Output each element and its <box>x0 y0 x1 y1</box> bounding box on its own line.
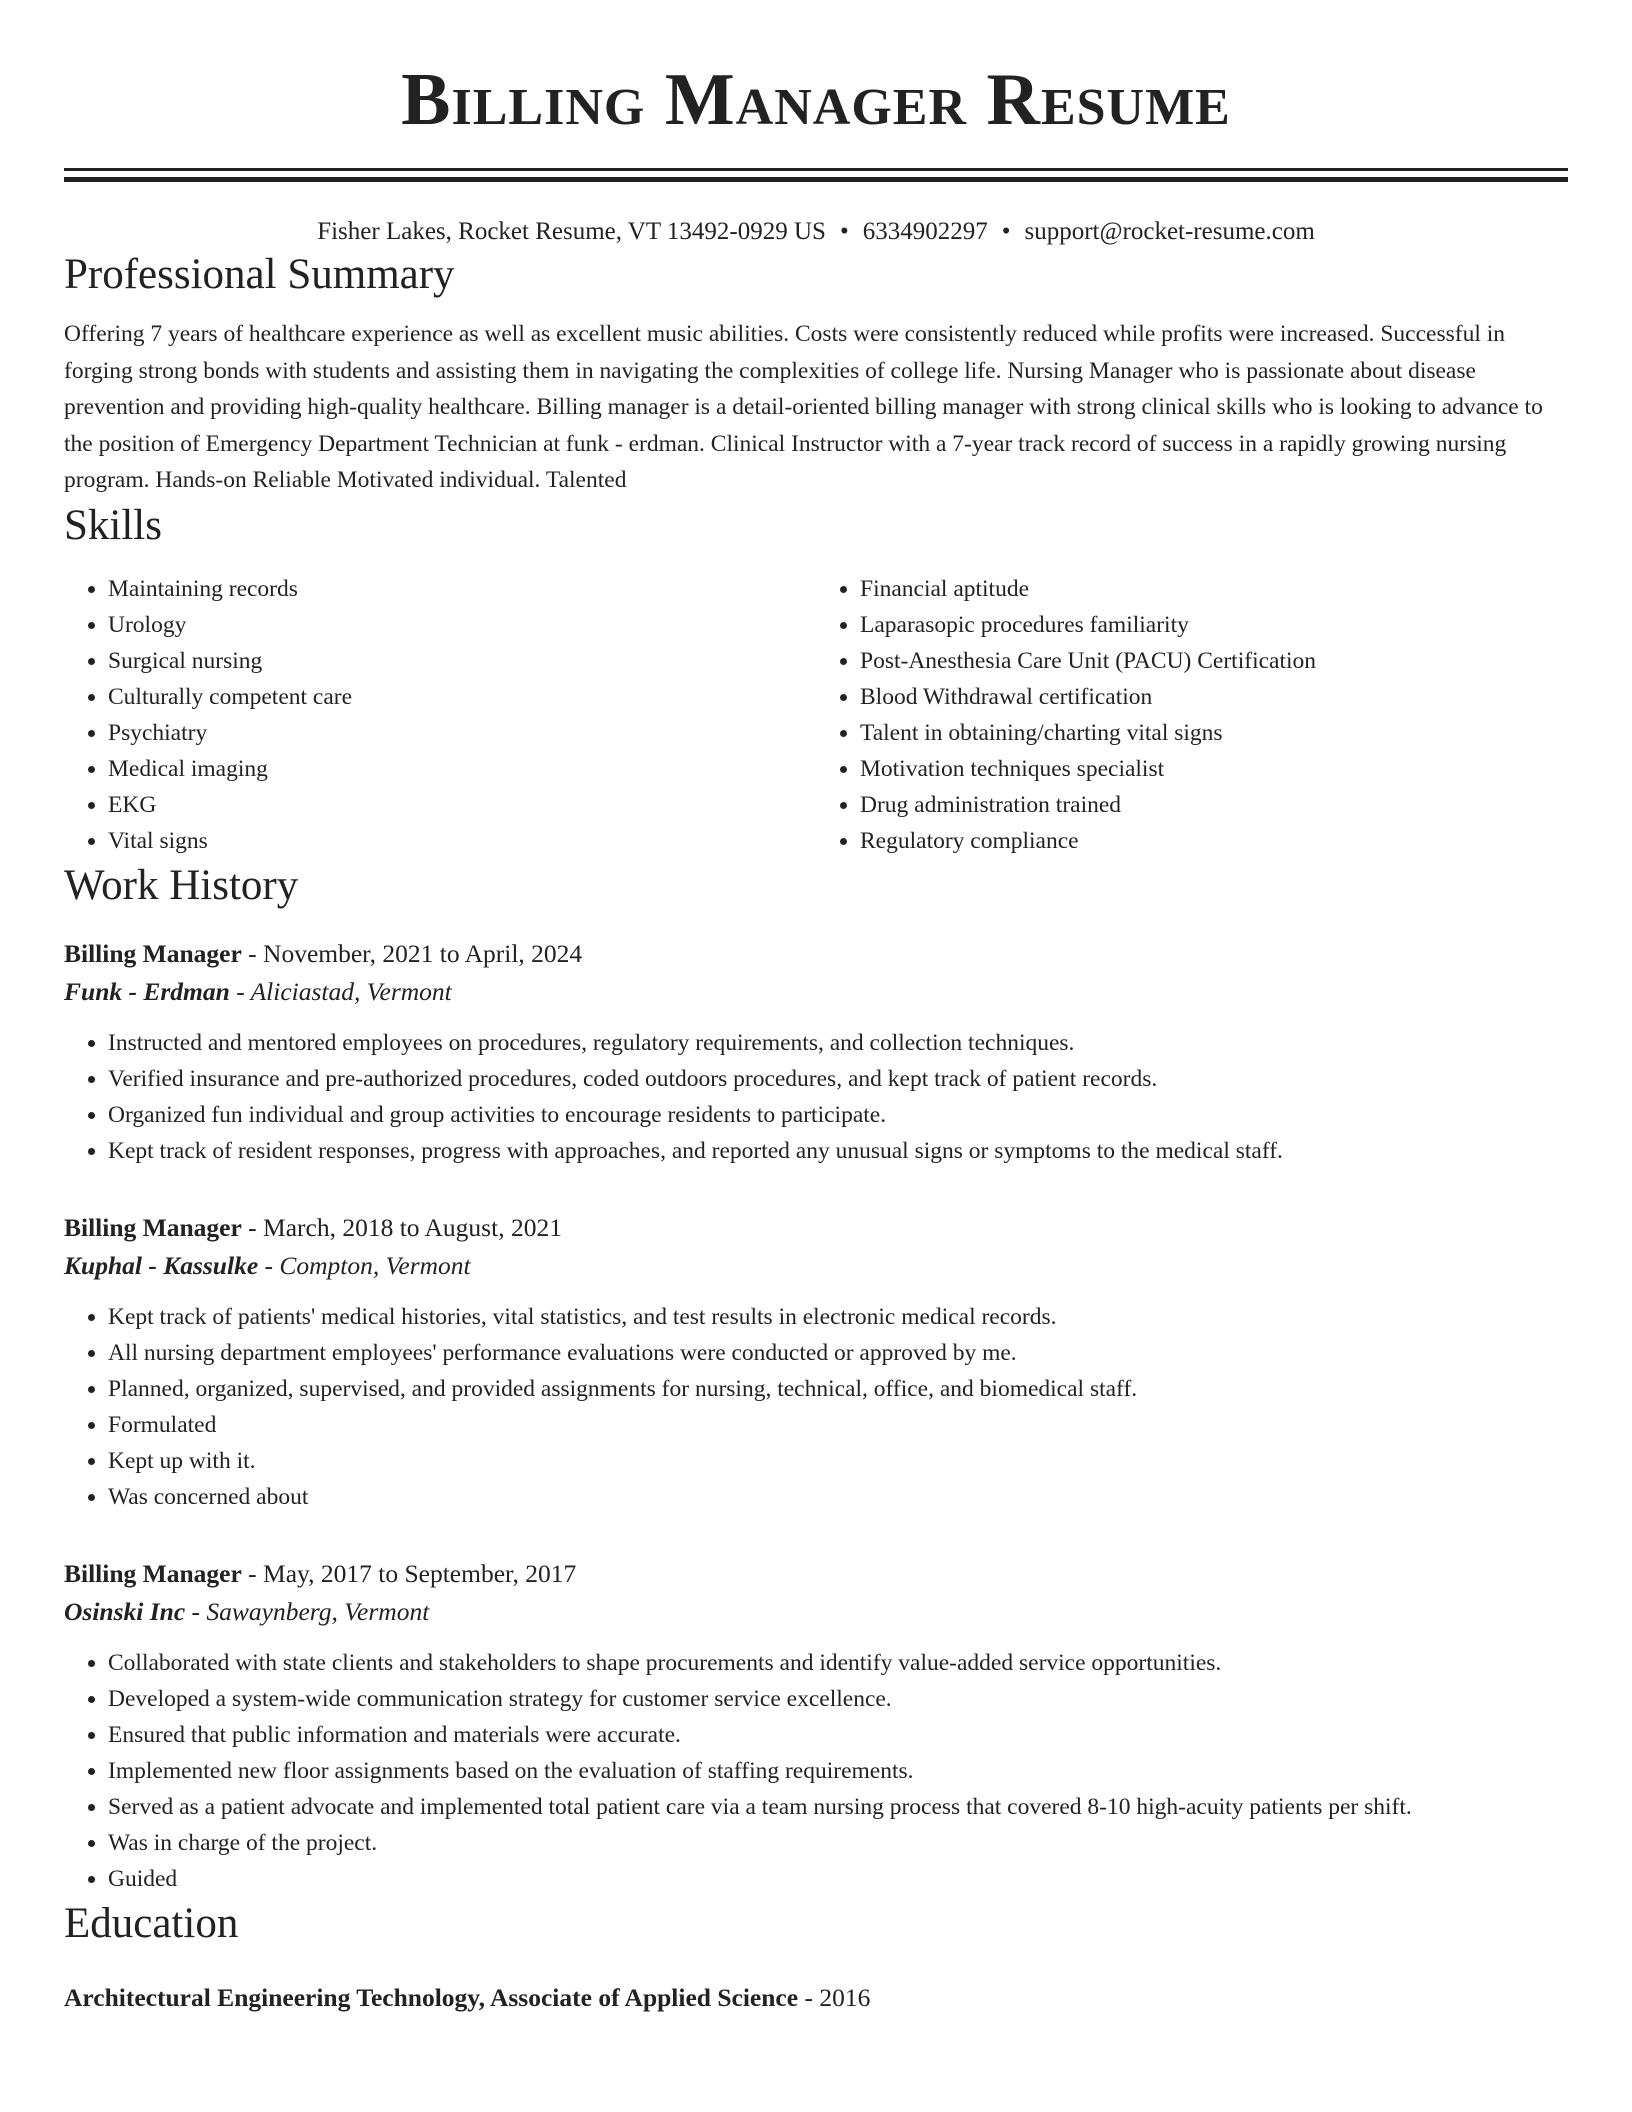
job-entry <box>64 935 1568 1169</box>
job-bullet: • Kept up with it. <box>108 1443 1568 1479</box>
skill-item: • Drug administration trained <box>860 787 1568 823</box>
job-company: Kuphal - Kassulke <box>64 1250 259 1280</box>
job-bullet: • Verified insurance and pre-authorized procedures, coded outdoors procedures, and kept track of patient records. <box>108 1061 1568 1097</box>
skill-item: • Financial aptitude <box>860 571 1568 607</box>
job-company: Funk - Erdman <box>64 976 230 1006</box>
skill-item: • Post-Anesthesia Care Unit (PACU) Certification <box>860 643 1568 679</box>
contact-phone: 6334902297 <box>862 218 988 245</box>
skill-item: • Culturally competent care <box>108 679 816 715</box>
title-divider-bottom <box>64 177 1568 182</box>
job-entry <box>64 1555 1568 1897</box>
job-bullet: • All nursing department employees' performance evaluations were conducted or approved by me. <box>108 1335 1568 1371</box>
skill-item: • Blood Withdrawal certification <box>860 679 1568 715</box>
job-header <box>64 1555 1568 1593</box>
work-history-heading: Work History <box>64 861 299 909</box>
job-bullet: • Ensured that public information and materials were accurate. <box>108 1717 1568 1753</box>
skills-columns <box>64 571 1568 859</box>
education-entry <box>64 1979 1568 2017</box>
contact-line <box>64 216 1568 248</box>
skill-item: • Medical imaging <box>108 751 816 787</box>
skills-heading: Skills <box>64 501 162 549</box>
skill-item: • Surgical nursing <box>108 643 816 679</box>
skill-item: • Urology <box>108 607 816 643</box>
job-bullet: • Collaborated with state clients and stakeholders to shape procurements and identify value-added service opportunities. <box>108 1645 1568 1681</box>
skill-item: • EKG <box>108 787 816 823</box>
education-year: - 2016 <box>798 1982 871 2012</box>
contact-separator: • <box>1001 218 1011 245</box>
job-employer <box>64 973 1568 1011</box>
job-employer <box>64 1593 1568 1631</box>
job-bullet: • Was in charge of the project. <box>108 1825 1568 1861</box>
skills-list-left <box>64 571 816 859</box>
contact-email: support@rocket-resume.com <box>1024 218 1315 245</box>
job-bullet: • Planned, organized, supervised, and provided assignments for nursing, technical, office, and biomedical staff. <box>108 1371 1568 1407</box>
job-bullet: • Developed a system-wide communication strategy for customer service excellence. <box>108 1681 1568 1717</box>
job-location: - Sawaynberg, Vermont <box>185 1596 430 1626</box>
skills-list-right <box>816 571 1568 859</box>
job-dates: - March, 2018 to August, 2021 <box>241 1212 562 1242</box>
title-divider-top <box>64 168 1568 171</box>
job-bullet: • Guided <box>108 1861 1568 1897</box>
contact-address: Fisher Lakes, Rocket Resume, VT 13492-0929 US <box>317 218 826 245</box>
education-degree: Architectural Engineering Technology, Associate of Applied Science <box>64 1982 799 2012</box>
job-bullet: • Instructed and mentored employees on procedures, regulatory requirements, and collection techniques. <box>108 1025 1568 1061</box>
job-bullets <box>64 1025 1568 1169</box>
job-bullet: • Implemented new floor assignments based on the evaluation of staffing requirements. <box>108 1753 1568 1789</box>
job-dates: - November, 2021 to April, 2024 <box>241 938 583 968</box>
education-heading: Education <box>64 1899 239 1947</box>
skill-item: • Motivation techniques specialist <box>860 751 1568 787</box>
job-bullet: • Organized fun individual and group activities to encourage residents to participate. <box>108 1097 1568 1133</box>
job-header <box>64 1209 1568 1247</box>
job-bullets <box>64 1299 1568 1515</box>
contact-separator: • <box>839 218 849 245</box>
job-title: Billing Manager <box>64 938 242 968</box>
job-entry <box>64 1209 1568 1515</box>
job-bullets <box>64 1645 1568 1897</box>
job-location: - Aliciastad, Vermont <box>229 976 452 1006</box>
job-bullet: • Formulated <box>108 1407 1568 1443</box>
job-title: Billing Manager <box>64 1558 242 1588</box>
skill-item: • Vital signs <box>108 823 816 859</box>
summary-heading: Professional Summary <box>64 251 455 298</box>
job-bullet: • Served as a patient advocate and implemented total patient care via a team nursing process that covered 8-10 high-acuity patients per shift. <box>108 1789 1568 1825</box>
job-header <box>64 935 1568 973</box>
job-bullet: • Was concerned about <box>108 1479 1568 1515</box>
job-bullet: • Kept track of resident responses, progress with approaches, and reported any unusual signs or symptoms to the medical staff. <box>108 1133 1568 1169</box>
summary-text: Offering 7 years of healthcare experience as well as excellent music abilities. Costs were consistently reduced while profits were increased. Successful in forging strong bonds with students and assisting them in navigating the complexities of college life. Nursing Manager who is passionate about disease prevention and providing high-quality healthcare. Billing manager is a detail-oriented billing manager with strong clinical skills who is looking to advance to the position of Emergency Department Technician at funk - erdman. Clinical Instructor with a 7-year track record of success in a rapidly growing nursing program. Hands-on Reliable Motivated individual. Talented <box>64 321 1543 493</box>
job-company: Osinski Inc <box>64 1596 186 1626</box>
skill-item: • Regulatory compliance <box>860 823 1568 859</box>
skill-item: • Maintaining records <box>108 571 816 607</box>
job-employer <box>64 1247 1568 1285</box>
page-title: Billing Manager Resume <box>401 59 1231 141</box>
skill-item: • Laparasopic procedures familiarity <box>860 607 1568 643</box>
job-title: Billing Manager <box>64 1212 242 1242</box>
job-dates: - May, 2017 to September, 2017 <box>241 1558 577 1588</box>
job-bullet: • Kept track of patients' medical histories, vital statistics, and test results in electronic medical records. <box>108 1299 1568 1335</box>
job-location: - Compton, Vermont <box>258 1250 471 1280</box>
skill-item: • Psychiatry <box>108 715 816 751</box>
skill-item: • Talent in obtaining/charting vital signs <box>860 715 1568 751</box>
